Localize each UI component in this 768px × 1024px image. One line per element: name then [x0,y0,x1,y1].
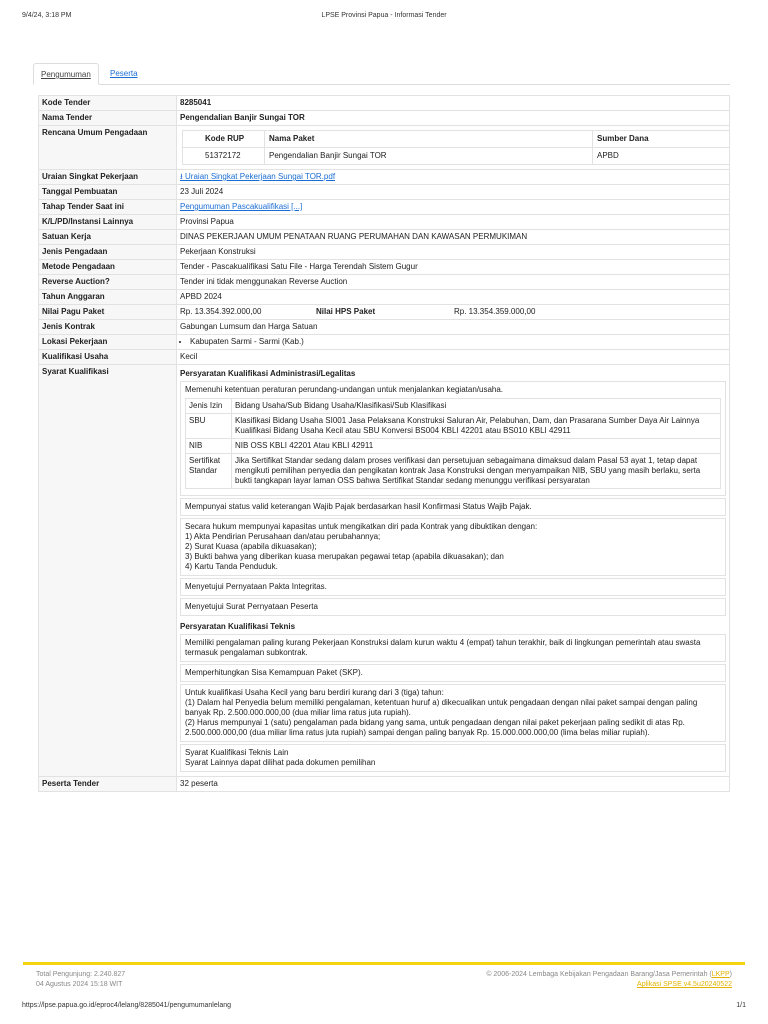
rup-header-nama: Nama Paket [265,131,593,148]
print-datetime: 9/4/24, 3:18 PM [22,12,72,19]
lokasi-list [190,337,726,347]
hukum-box [180,518,726,576]
value-reverse: Tender ini tidak menggunakan Reverse Auction [177,275,730,290]
rup-sumber: APBD [593,148,730,165]
label-tahun: Tahun Anggaran [39,290,177,305]
value-nama-tender: Pengendalian Banjir Sungai TOR [177,111,730,126]
row-syarat [39,365,730,777]
label-satuan: Satuan Kerja [39,230,177,245]
izin-header-jenis: Jenis Izin [186,399,232,414]
row-kualifikasi-usaha [39,350,730,365]
row-peserta [39,777,730,792]
row-pagu [39,305,730,320]
izin-sbu-value: Klasifikasi Bidang Usaha SI001 Jasa Pelaksana Konstruksi Saluran Air, Pelabuhan, Dam, dan Prasarana Sumber Daya Air Lainnya Kualifikasi Bidang Usaha Kecil atau SBU Konversi BS004 KBLI 42201 atau BS010 KBLI 42911 [232,414,721,439]
copyright-close: ) [729,971,732,978]
value-peserta: 32 peserta [177,777,730,792]
rup-header-kode: Kode RUP [183,131,265,148]
value-pagu: Rp. 13.354.392.000,00 [180,307,262,316]
footer-date: 04 Agustus 2024 15:18 WIT [36,981,123,988]
hukum-line: Secara hukum mempunyai kapasitas untuk mengikatkan diri pada Kontrak yang dibuktikan dengan: [185,522,538,531]
label-tahap: Tahap Tender Saat ini [39,200,177,215]
value-pagu-hps [177,305,730,320]
uraian-download-link[interactable] [180,172,335,181]
label-klpd: K/L/PD/Instansi Lainnya [39,215,177,230]
hukum-line: 4) Kartu Tanda Penduduk. [185,562,278,571]
value-syarat [177,365,730,777]
admin-intro: Memenuhi ketentuan peraturan perundang-undangan untuk menjalankan kegiatan/usaha. [185,385,504,394]
teknis-baru-line: Untuk kualifikasi Usaha Kecil yang baru berdiri kurang dari 3 (tiga) tahun: [185,688,444,697]
row-jenis-pengadaan [39,245,730,260]
izin-sertifikat-key: Sertifikat Standar [186,454,232,489]
teknis-baru-line: (1) Dalam hal Penyedia belum memiliki pengalaman, ketentuan huruf a) dikecualikan untuk pengadaan dengan nilai paket sampai dengan paling banyak Rp. 2.500.000.000,00 (dua miliar lima ratus juta rupiah). [185,698,698,717]
row-tanggal [39,185,730,200]
value-kontrak: Gabungan Lumsum dan Harga Satuan [177,320,730,335]
value-metode: Tender - Pascakualifikasi Satu File - Harga Terendah Sistem Gugur [177,260,730,275]
lokasi-item: • Kabupaten Sarmi - Sarmi (Kab.) [190,337,726,347]
teknis-lain-line: Syarat Kualifikasi Teknis Lain [185,748,289,757]
footer-divider [23,962,745,965]
teknis-baru-box [180,684,726,742]
copyright-line [486,970,732,980]
row-metode [39,260,730,275]
teknis-pengalaman-box: Memiliki pengalaman paling kurang Pekerjaan Konstruksi dalam kurun waktu 4 (empat) tahun terakhir, baik di lingkungan pemerintah atau swasta termasuk pengalaman subkontrak. [180,634,726,662]
row-reverse [39,275,730,290]
label-rencana: Rencana Umum Pengadaan [39,126,177,170]
row-lokasi [39,335,730,350]
tab-pengumuman[interactable]: Pengumuman [33,63,99,85]
izin-nib-value: NIB OSS KBLI 42201 Atau KBLI 42911 [232,439,721,454]
row-tahun [39,290,730,305]
teknis-baru-line: (2) Harus mempunyai 1 (satu) pengalaman pada bidang yang sama, untuk pengadaan dengan nilai paket pekerjaan paling sedikit di atas Rp. 2.500.000.000,00 (dua miliar lima ratus juta rupiah) sampai dengan paling banyak Rp. 15.000.000.000,00 (lima belas miliar rupiah). [185,718,685,737]
label-lokasi: Lokasi Pekerjaan [39,335,177,350]
value-kualifikasi-usaha: Kecil [177,350,730,365]
value-kode-tender: 8285041 [177,96,730,111]
rup-kode: 51372172 [183,148,265,165]
print-header [22,12,746,24]
tahap-link[interactable]: Pengumuman Pascakualifikasi [...] [180,202,303,211]
teknis-lain-box [180,744,726,772]
label-uraian: Uraian Singkat Pekerjaan [39,170,177,185]
value-satuan: DINAS PEKERJAAN UMUM PENATAAN RUANG PERUMAHAN DAN KAWASAN PERMUKIMAN [177,230,730,245]
izin-table [185,398,721,489]
admin-box [180,381,726,496]
lkpp-link[interactable]: LKPP [711,971,730,978]
copyright-text: © 2006-2024 Lembaga Kebijakan Pengadaan Barang/Jasa Pemerintah ( [486,971,712,978]
label-tanggal: Tanggal Pembuatan [39,185,177,200]
row-kontrak [39,320,730,335]
row-tahap [39,200,730,215]
hukum-line: 3) Bukti bahwa yang diberikan kuasa merupakan pegawai tetap (apabila dikuasakan); dan [185,552,504,561]
label-kode-tender: Kode Tender [39,96,177,111]
uraian-link-text: Uraian Singkat Pekerjaan Sungai TOR.pdf [185,172,336,181]
admin-section-title: Persyaratan Kualifikasi Administrasi/Legalitas [180,369,356,378]
hukum-line: 2) Surat Kuasa (apabila dikuasakan); [185,542,317,551]
value-tahap [177,200,730,215]
app-version-link[interactable]: Aplikasi SPSE v4.5u20240522 [637,981,732,988]
row-klpd [39,215,730,230]
visitor-count: Total Pengunjung: 2.240.827 [36,971,126,978]
label-peserta: Peserta Tender [39,777,177,792]
teknis-skp-box: Memperhitungkan Sisa Kemampuan Paket (SKP). [180,664,726,682]
rup-nama: Pengendalian Banjir Sungai TOR [265,148,593,165]
label-syarat: Syarat Kualifikasi [39,365,177,777]
pajak-box: Mempunyai status valid keterangan Wajib Pajak berdasarkan hasil Konfirmasi Status Wajib Pajak. [180,498,726,516]
footer-right [486,970,732,990]
teknis-lain-line: Syarat Lainnya dapat dilihat pada dokumen pemilihan [185,758,376,767]
value-tanggal: 23 Juli 2024 [177,185,730,200]
label-reverse: Reverse Auction? [39,275,177,290]
value-uraian [177,170,730,185]
pagu-hps-table [178,307,728,317]
label-kualifikasi-usaha: Kualifikasi Usaha [39,350,177,365]
tab-peserta[interactable]: Peserta [110,69,138,78]
rup-table [182,130,730,165]
value-rencana [177,126,730,170]
value-klpd: Provinsi Papua [177,215,730,230]
label-hps: Nilai HPS Paket [316,307,376,316]
tender-info-table [38,95,730,792]
row-nama-tender [39,111,730,126]
print-page-number: 1/1 [736,1002,746,1009]
label-jenis-pengadaan: Jenis Pengadaan [39,245,177,260]
value-jenis-pengadaan: Pekerjaan Konstruksi [177,245,730,260]
footer-left [36,970,125,990]
tab-bar [33,63,730,85]
value-lokasi-cell [177,335,730,350]
izin-sertifikat-value: Jika Sertifikat Standar sedang dalam proses verifikasi dan persetujuan sebagaimana dimaksud dalam Pasal 53 ayat 1, tetap dapat mengikuti pemilihan penyedia dan pengikatan kontrak Jasa Konstruksi dengan menyampaikan NIB, SBU yang masih berlaku, serta bukti tangkapan layar laman OSS bahwa Sertifikat Standar sedang menunggu verifikasi persyaratan [232,454,721,489]
print-title: LPSE Provinsi Papua - Informasi Tender [321,12,447,19]
izin-header-bidang: Bidang Usaha/Sub Bidang Usaha/Klasifikasi/Sub Klasifikasi [232,399,721,414]
label-kontrak: Jenis Kontrak [39,320,177,335]
site-footer [36,970,732,994]
surat-box: Menyetujui Surat Pernyataan Peserta [180,598,726,616]
row-satuan [39,230,730,245]
izin-nib-key: NIB [186,439,232,454]
row-uraian [39,170,730,185]
row-kode-tender [39,96,730,111]
print-footer [22,1002,746,1014]
value-tahun: APBD 2024 [177,290,730,305]
label-pagu: Nilai Pagu Paket [39,305,177,320]
row-rencana [39,126,730,170]
izin-sbu-key: SBU [186,414,232,439]
rup-header-sumber: Sumber Dana [593,131,730,148]
teknis-section-title: Persyaratan Kualifikasi Teknis [180,622,296,631]
label-metode: Metode Pengadaan [39,260,177,275]
value-hps: Rp. 13.354.359.000,00 [454,307,536,316]
hukum-line: 1) Akta Pendirian Perusahaan dan/atau perubahannya; [185,532,381,541]
download-icon: ⭳ [180,172,186,181]
print-url: https://lpse.papua.go.id/eproc4/lelang/8285041/pengumumanlelang [22,1002,231,1009]
label-nama-tender: Nama Tender [39,111,177,126]
pakta-box: Menyetujui Pernyataan Pakta Integritas. [180,578,726,596]
